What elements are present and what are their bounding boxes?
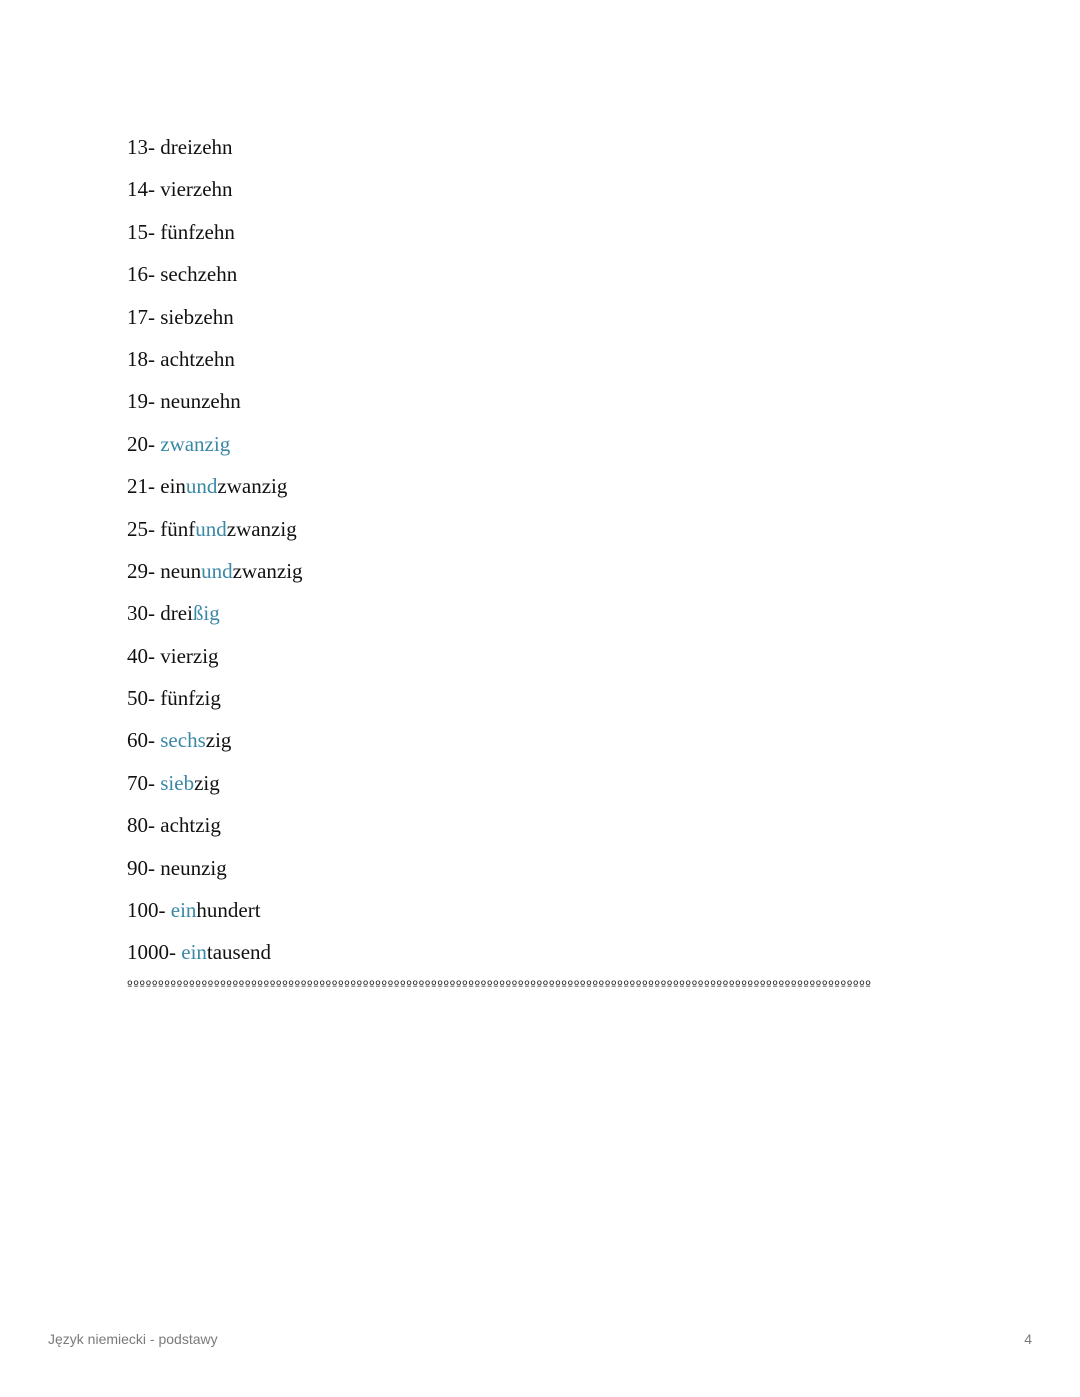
number-label: 20- <box>127 431 155 456</box>
number-label: 25- <box>127 516 155 541</box>
word-part: dreizehn <box>160 135 233 159</box>
number-line <box>127 889 947 931</box>
word-part-highlighted: ein <box>181 940 207 965</box>
number-word <box>160 474 287 498</box>
number-label: 14- <box>127 177 155 202</box>
word-part: zwanzig <box>232 558 303 583</box>
number-word <box>160 262 237 286</box>
number-word <box>160 686 221 710</box>
number-line <box>127 380 947 422</box>
number-word <box>160 644 218 668</box>
word-part: tausend <box>206 940 272 965</box>
number-label: 50- <box>127 686 155 711</box>
separator-line: ºººººººººººººººººººººººººººººººººººººººººººººººººººººººººººººººººººººººººººººººººººººººººººººººººººººººººººººººººººººººº <box>127 977 872 992</box>
number-word <box>160 813 221 837</box>
word-part: vierzig <box>160 643 219 668</box>
number-line <box>127 253 947 295</box>
number-line <box>127 296 947 338</box>
number-label: 18- <box>127 346 155 371</box>
number-word <box>160 559 302 583</box>
word-part: vierzehn <box>160 177 233 202</box>
number-word <box>160 135 232 159</box>
number-label: 60- <box>127 728 155 753</box>
word-part-highlighted: zwanzig <box>160 431 231 456</box>
word-part: zig <box>194 770 220 795</box>
word-part: fünfzig <box>160 686 221 711</box>
word-part: fünf <box>160 516 196 541</box>
number-label: 90- <box>127 855 155 880</box>
word-part: achtzig <box>160 813 221 838</box>
word-part-highlighted: ßig <box>192 601 220 626</box>
page-content <box>127 126 947 994</box>
word-part: drei <box>160 601 193 626</box>
number-line <box>127 762 947 804</box>
number-word <box>181 940 271 964</box>
page-number: 4 <box>1024 1331 1032 1347</box>
number-label: 13- <box>127 135 155 159</box>
number-label: 70- <box>127 770 155 795</box>
number-line <box>127 126 947 168</box>
word-part-highlighted: und <box>195 516 227 541</box>
number-line <box>127 847 947 889</box>
number-word <box>171 898 261 922</box>
number-word <box>160 601 220 625</box>
word-part-highlighted: ein <box>170 898 197 923</box>
number-line <box>127 423 947 465</box>
number-list <box>127 126 947 974</box>
word-part: ein <box>160 474 186 499</box>
word-part: achtzehn <box>160 346 235 371</box>
number-line <box>127 508 947 550</box>
number-word <box>160 517 296 541</box>
word-part-highlighted: sieb <box>160 770 195 795</box>
number-word <box>160 771 219 795</box>
number-line <box>127 168 947 210</box>
number-label: 30- <box>127 601 155 626</box>
number-line <box>127 550 947 592</box>
number-label: 15- <box>127 219 155 244</box>
number-line <box>127 719 947 761</box>
word-part: neunzig <box>160 855 227 880</box>
page-footer <box>48 1331 1032 1351</box>
word-part: zwanzig <box>226 516 297 541</box>
number-word <box>160 728 231 752</box>
number-word <box>160 177 232 201</box>
number-word <box>160 220 235 244</box>
word-part: sechzehn <box>160 262 238 287</box>
number-word <box>160 856 226 880</box>
number-label: 1000- <box>127 940 176 965</box>
number-label: 40- <box>127 643 155 668</box>
number-word <box>160 305 233 329</box>
footer-title: Język niemiecki - podstawy <box>48 1331 218 1347</box>
number-label: 29- <box>127 558 155 583</box>
word-part: zwanzig <box>217 474 288 499</box>
number-label: 80- <box>127 813 155 838</box>
number-line <box>127 931 947 973</box>
number-line <box>127 338 947 380</box>
number-line <box>127 804 947 846</box>
number-label: 21- <box>127 474 155 499</box>
word-part: zig <box>205 728 232 753</box>
word-part-highlighted: und <box>201 558 233 583</box>
number-line <box>127 592 947 634</box>
word-part-highlighted: und <box>185 474 218 499</box>
number-label: 16- <box>127 262 155 287</box>
number-word <box>160 432 230 456</box>
number-word <box>160 347 235 371</box>
number-label: 19- <box>127 389 155 414</box>
number-line <box>127 211 947 253</box>
word-part: neunzehn <box>160 389 241 414</box>
number-line <box>127 465 947 507</box>
number-word <box>160 389 240 413</box>
number-label: 100- <box>127 898 166 923</box>
word-part: hundert <box>196 898 261 923</box>
word-part: neun <box>160 558 202 583</box>
word-part: siebzehn <box>160 304 234 329</box>
number-label: 17- <box>127 304 155 329</box>
word-part-highlighted: sechs <box>160 728 206 753</box>
word-part: fünfzehn <box>160 219 235 244</box>
number-line <box>127 635 947 677</box>
number-line <box>127 677 947 719</box>
